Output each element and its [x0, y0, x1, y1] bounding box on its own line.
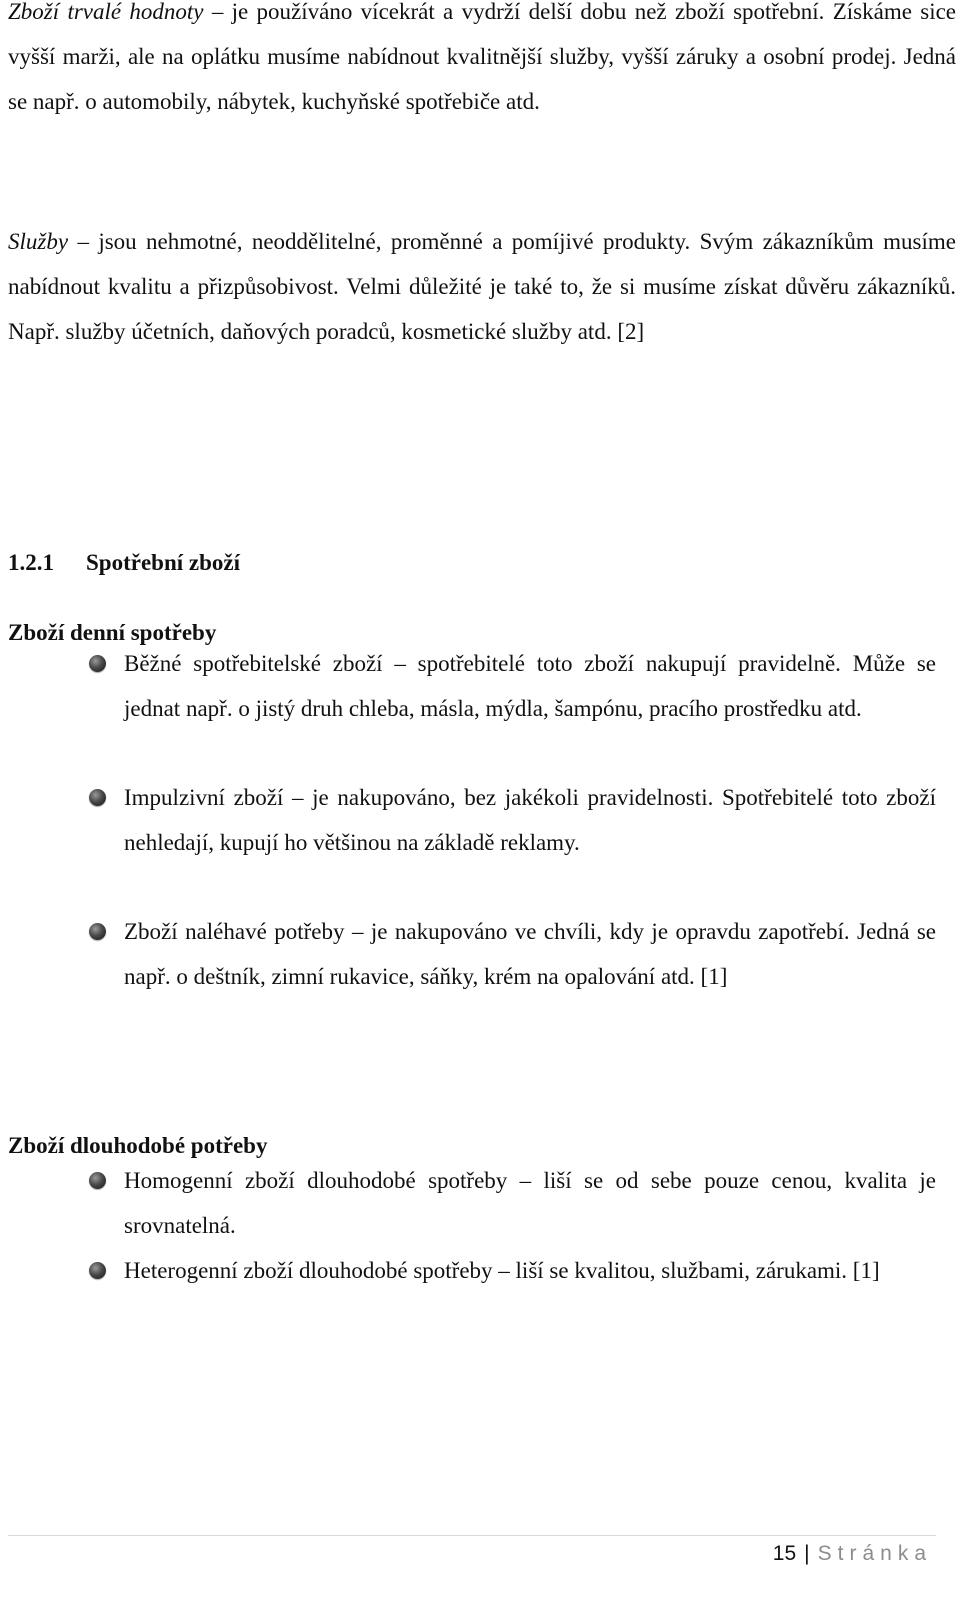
- paragraph-text: – je používáno vícekrát a vydrží delší dobu než zboží spotřební. Získáme sice vyšší marži, ale na oplátku musíme nabídnout kvalitnější služby, vyšší záruky a osobní prodej. Jedná se např. o automobily, nábytek, kuchyňské spotřebiče atd.: [8, 0, 956, 114]
- footer-divider: [8, 1535, 936, 1536]
- bullet-list-long-term: [0, 1158, 960, 1293]
- list-item: [0, 909, 960, 999]
- group-heading-long-term: Zboží dlouhodobé potřeby: [8, 1133, 268, 1158]
- bullet-icon: [89, 789, 106, 806]
- group-heading-daily: Zboží denní spotřeby: [8, 620, 217, 645]
- list-item: [0, 775, 960, 865]
- footer-separator: |: [804, 1542, 810, 1565]
- section-title: Spotřební zboží: [86, 550, 240, 575]
- list-item-text: Heterogenní zboží dlouhodobé spotřeby – liší se kvalitou, službami, zárukami. [1]: [124, 1258, 880, 1283]
- term-durable-goods: Zboží trvalé hodnoty: [8, 0, 204, 24]
- paragraph-durable-goods: [8, 0, 956, 124]
- list-item-text: Homogenní zboží dlouhodobé spotřeby – liší se od sebe pouze cenou, kvalita je srovnatelná.: [124, 1168, 936, 1238]
- bullet-icon: [89, 1262, 106, 1279]
- page-label: Stránka: [817, 1542, 932, 1565]
- paragraph-services: [8, 219, 956, 354]
- page-number: 15: [772, 1542, 797, 1565]
- bullet-list-daily: [0, 641, 960, 999]
- list-item: [0, 641, 960, 731]
- bullet-icon: [89, 923, 106, 940]
- paragraph-text: – jsou nehmotné, neoddělitelné, proměnné a pomíjivé produkty. Svým zákazníkům musíme nabídnout kvalitu a přizpůsobivost. Velmi důležité je také to, že si musíme získat důvěru zákazníků. Např. služby účetních, daňových poradců, kosmetické služby atd. [2]: [8, 229, 956, 344]
- list-item-text: Zboží naléhavé potřeby – je nakupováno ve chvíli, kdy je opravdu zapotřebí. Jedná se např. o deštník, zimní rukavice, sáňky, krém na opalování atd. [1]: [124, 919, 936, 989]
- bullet-icon: [89, 655, 106, 672]
- list-item-text: Impulzivní zboží – je nakupováno, bez jakékoli pravidelnosti. Spotřebitelé toto zboží nehledají, kupují ho většinou na základě reklamy.: [124, 785, 936, 855]
- section-heading: [8, 548, 240, 578]
- list-item-text: Běžné spotřebitelské zboží – spotřebitelé toto zboží nakupují pravidelně. Může se jednat např. o jistý druh chleba, másla, mýdla, šampónu, pracího prostředku atd.: [124, 651, 936, 721]
- bullet-icon: [89, 1172, 106, 1189]
- page-footer: [773, 1541, 932, 1567]
- section-number: 1.2.1: [8, 550, 54, 575]
- list-item: [0, 1158, 960, 1248]
- term-services: Služby: [8, 229, 69, 254]
- list-item: [0, 1248, 960, 1293]
